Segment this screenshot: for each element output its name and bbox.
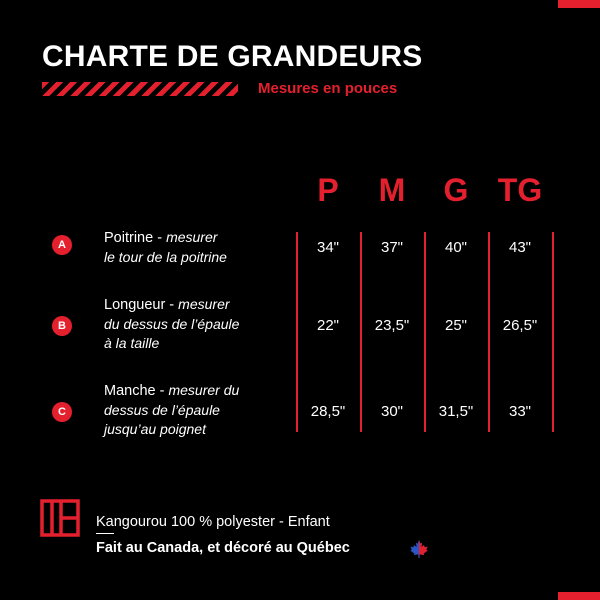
table-cell: 28,5" — [310, 403, 346, 420]
origin-statement: Fait au Canada, et décoré au Québec — [96, 540, 350, 556]
measure-hint: du dessus de l’épaule — [104, 316, 240, 332]
footer-divider — [96, 533, 114, 534]
separator: - — [165, 297, 179, 313]
table-cell: 30" — [380, 403, 403, 420]
page-title: CHARTE DE GRANDEURS — [42, 40, 423, 73]
separator: - — [153, 230, 167, 246]
corner-accent-bottom — [558, 592, 600, 600]
corner-accent-top — [558, 0, 600, 8]
row-label-length — [104, 295, 239, 353]
table-cell: 33" — [508, 403, 531, 420]
size-header-tg: TG — [497, 172, 543, 208]
if-logo-icon — [40, 499, 80, 537]
product-description: Kangourou 100 % polyester - Enfant — [96, 514, 330, 530]
hazard-stripes — [42, 82, 238, 96]
maple-leaf-icon — [409, 539, 429, 559]
table-cell: 40" — [444, 239, 467, 256]
table-cell: 25" — [444, 317, 467, 334]
measure-name: Longueur — [104, 297, 166, 313]
measure-hint: mesurer — [166, 229, 218, 245]
measure-hint: le tour de la poitrine — [104, 249, 227, 265]
table-cell: 37" — [380, 239, 403, 256]
table-cell: 43" — [508, 239, 531, 256]
size-header-g: G — [443, 172, 469, 208]
subtitle: Mesures en pouces — [258, 80, 398, 97]
table-cell: 26,5" — [502, 317, 538, 334]
row-label-sleeve — [104, 381, 239, 439]
row-label-chest — [104, 228, 227, 267]
size-header-p: P — [317, 172, 339, 208]
measure-hint: mesurer — [178, 296, 230, 312]
table-cell: 31,5" — [438, 403, 474, 420]
row-badge-a: A — [52, 235, 72, 255]
measure-hint: à la taille — [104, 335, 160, 351]
table-cell: 22" — [316, 317, 339, 334]
table-cell: 34" — [316, 239, 339, 256]
measure-name: Poitrine — [104, 230, 154, 246]
table-cell: 23,5" — [374, 317, 410, 334]
row-badge-c: C — [52, 402, 72, 422]
measure-hint: dessus de l’épaule — [104, 402, 220, 418]
column-divider — [552, 232, 554, 432]
row-badge-b: B — [52, 316, 72, 336]
measure-name: Manche — [104, 383, 156, 399]
size-header-m: M — [378, 172, 406, 208]
measure-hint: jusqu’au poignet — [104, 421, 206, 437]
separator: - — [155, 383, 169, 399]
measure-hint: mesurer du — [168, 382, 240, 398]
